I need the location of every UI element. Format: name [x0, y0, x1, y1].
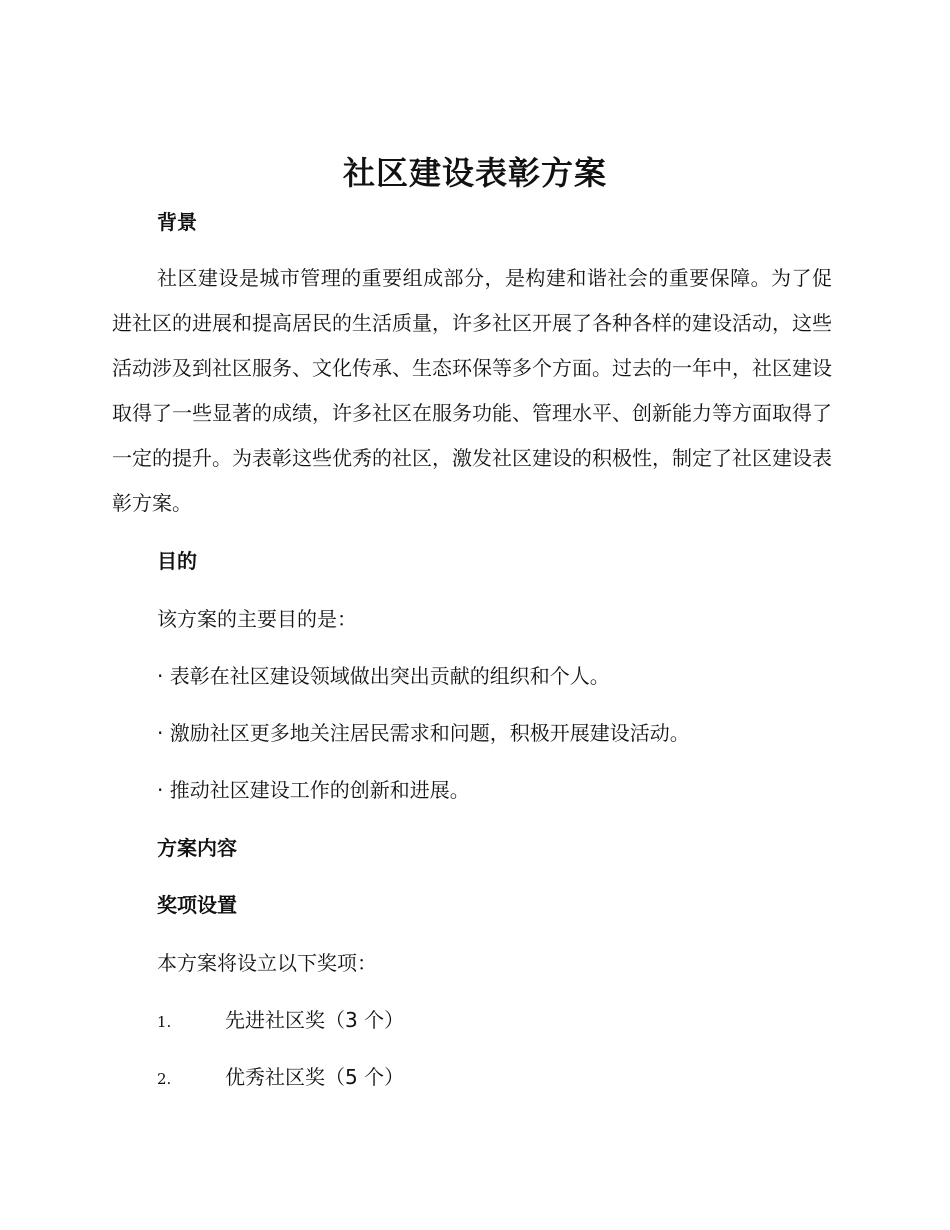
purpose-bullet: · 表彰在社区建设领域做出突出贡献的组织和个人。: [157, 664, 610, 688]
section-heading-background: 背景: [157, 210, 197, 234]
awards-intro: 本方案将设立以下奖项：: [157, 951, 377, 975]
document-title: 社区建设表彰方案: [342, 154, 607, 192]
purpose-bullet: · 激励社区更多地关注居民需求和问题，积极开展建设活动。: [157, 721, 690, 745]
award-number: 1.: [157, 1013, 172, 1031]
purpose-bullet: · 推动社区建设工作的创新和进展。: [157, 778, 470, 802]
section-heading-purpose: 目的: [157, 549, 197, 573]
award-list-item: [157, 1063, 404, 1093]
background-paragraph: 社区建设是城市管理的重要组成部分，是构建和谐社会的重要保障。为了促进社区的进展和提高居民的生活质量，许多社区开展了各种各样的建设活动，这些活动涉及到社区服务、文化传承、生态环保等多个方面。过去的一年中，社区建设取得了一些显著的成绩，许多社区在服务功能、管理水平、创新能力等方面取得了一定的提升。为表彰这些优秀的社区，激发社区建设的积极性，制定了社区建设表彰方案。: [112, 266, 832, 515]
section-heading-content: 方案内容: [157, 836, 237, 860]
purpose-intro: 该方案的主要目的是：: [157, 607, 357, 631]
award-number: 2.: [157, 1070, 172, 1088]
award-list-item: [157, 1006, 404, 1036]
award-text: 优秀社区奖（5 个）: [225, 1065, 405, 1089]
award-text: 先进社区奖（3 个）: [225, 1008, 405, 1032]
section-heading-awards: 奖项设置: [157, 893, 237, 917]
